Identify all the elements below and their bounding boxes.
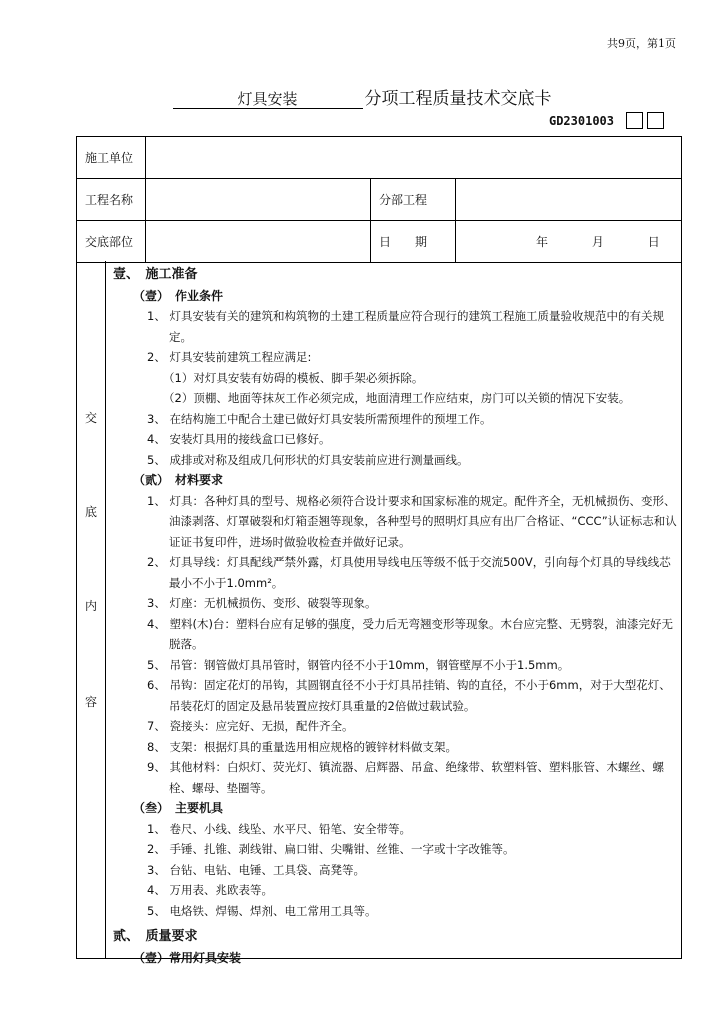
- project-field[interactable]: [146, 179, 371, 221]
- document-code: GD2301003: [548, 113, 614, 128]
- section-heading: 壹、 施工准备: [113, 267, 198, 282]
- list-item: 3、 台钻、电钻、电锤、工具袋、高凳等。: [147, 862, 365, 877]
- list-item: 9、 其他材料：白炽灯、荧光灯、镇流器、启辉器、吊盒、绝缘带、软塑料管、塑料胀管、木螺丝、螺栓、螺母、垫圈等。: [147, 760, 664, 795]
- list-item: 6、 吊钩：固定花灯的吊钩，其圆钢直径不小于灯具吊挂销、钩的直径，不小于6mm，对于大型花灯、吊装花灯的固定及悬吊装置应按灯具重量的2倍做过载试验。: [147, 678, 671, 713]
- date-label: 日 期: [371, 221, 456, 263]
- subsection-heading: （叁） 主要机具: [133, 801, 224, 815]
- year-label: 年: [536, 235, 549, 249]
- content-box: [76, 261, 682, 965]
- side-char-1: 交: [85, 411, 98, 425]
- page-title: [0, 84, 724, 109]
- day-label: 日: [647, 235, 660, 249]
- content-body: [113, 265, 677, 968]
- list-item: 2、 手锤、扎锥、剥线钳、扁口钳、尖嘴钳、丝锥、一字或十字改锥等。: [147, 842, 515, 856]
- subsection-heading: （贰） 材料要求: [133, 473, 224, 487]
- checkbox-1[interactable]: [626, 112, 643, 129]
- part-field[interactable]: [146, 221, 371, 263]
- sub-item: （1）对灯具安装有妨碍的模板、脚手架必须拆除。: [163, 370, 424, 385]
- list-item: 7、 瓷接头：应完好、无损，配件齐全。: [147, 719, 354, 733]
- part-label: 交底部位: [77, 221, 146, 263]
- checkbox-2[interactable]: [647, 112, 664, 129]
- code-row: [549, 112, 664, 129]
- subsection-heading: （壹） 作业条件: [133, 288, 224, 303]
- list-item: 1、 灯具：各种灯具的型号、规格必须符合设计要求和国家标准的规定。配件齐全，无机械损伤、变形、油漆剥落、灯罩破裂和灯箱歪翘等现象，各种型号的照明灯具应有出厂合格证、“CCC”认证标志和认证证书复印件，进场时做验收检查并做好记录。: [147, 493, 677, 549]
- list-item: 8、 支架：根据灯具的重量选用相应规格的镀锌材料做支架。: [147, 739, 457, 754]
- page-count: 共9页，第1页: [607, 37, 676, 50]
- section-heading: 贰、 质量要求: [113, 929, 198, 944]
- list-item: 5、 成排或对称及组成几何形状的灯具安装前应进行测量画线。: [147, 452, 469, 467]
- side-char-2: 底: [85, 505, 98, 519]
- side-char-4: 容: [85, 695, 98, 709]
- subsection-heading: （壹）常用灯具安装: [133, 950, 242, 965]
- subproject-label: 分部工程: [371, 179, 456, 221]
- side-char-3: 内: [85, 599, 98, 613]
- month-label: 月: [591, 235, 604, 249]
- subproject-field[interactable]: [456, 179, 682, 221]
- sub-item: （2）顶棚、地面等抹灰工作必须完成，地面清理工作应结束，房门可以关锁的情况下安装。: [163, 391, 631, 405]
- list-item: 5、 电烙铁、焊锡、焊剂、电工常用工具等。: [147, 903, 377, 918]
- list-item: 2、 灯具导线：灯具配线严禁外露，灯具使用导线电压等级不低于交流500V，引向每个灯具的导线线芯最小不小于1.0mm²。: [147, 555, 671, 590]
- list-item: 5、 吊管：钢管做灯具吊管时，钢管内径不小于10mm，钢管壁厚不小于1.5mm。: [147, 657, 570, 672]
- list-item: 1、 卷尺、小线、线坠、水平尺、铅笔、安全带等。: [147, 821, 411, 836]
- side-column: [77, 261, 106, 958]
- title-blank: 灯具安装: [173, 90, 363, 109]
- date-field[interactable]: [456, 221, 682, 263]
- list-item: 4、 万用表、兆欧表等。: [147, 883, 273, 897]
- project-label: 工程名称: [77, 179, 146, 221]
- list-item: 4、 塑料(木)台：塑料台应有足够的强度，受力后无弯翘变形等现象。木台应完整、无劈裂，油漆完好无脱落。: [147, 616, 673, 651]
- header-table: [76, 136, 682, 263]
- unit-field[interactable]: [146, 137, 682, 179]
- list-item: 3、 灯座：无机械损伤、变形、破裂等现象。: [147, 596, 377, 610]
- title-suffix: 分项工程质量技术交底卡: [364, 89, 552, 109]
- list-item: 4、 安装灯具用的接线盒口已修好。: [147, 432, 331, 446]
- list-item: 3、 在结构施工中配合土建已做好灯具安装所需预埋件的预埋工作。: [147, 411, 492, 426]
- list-item: 1、 灯具安装有关的建筑和构筑物的土建工程质量应符合现行的建筑工程施工质量验收规范中的有关规定。: [147, 309, 664, 344]
- list-item: 2、 灯具安装前建筑工程应满足:: [147, 350, 312, 364]
- unit-label: 施工单位: [77, 137, 146, 179]
